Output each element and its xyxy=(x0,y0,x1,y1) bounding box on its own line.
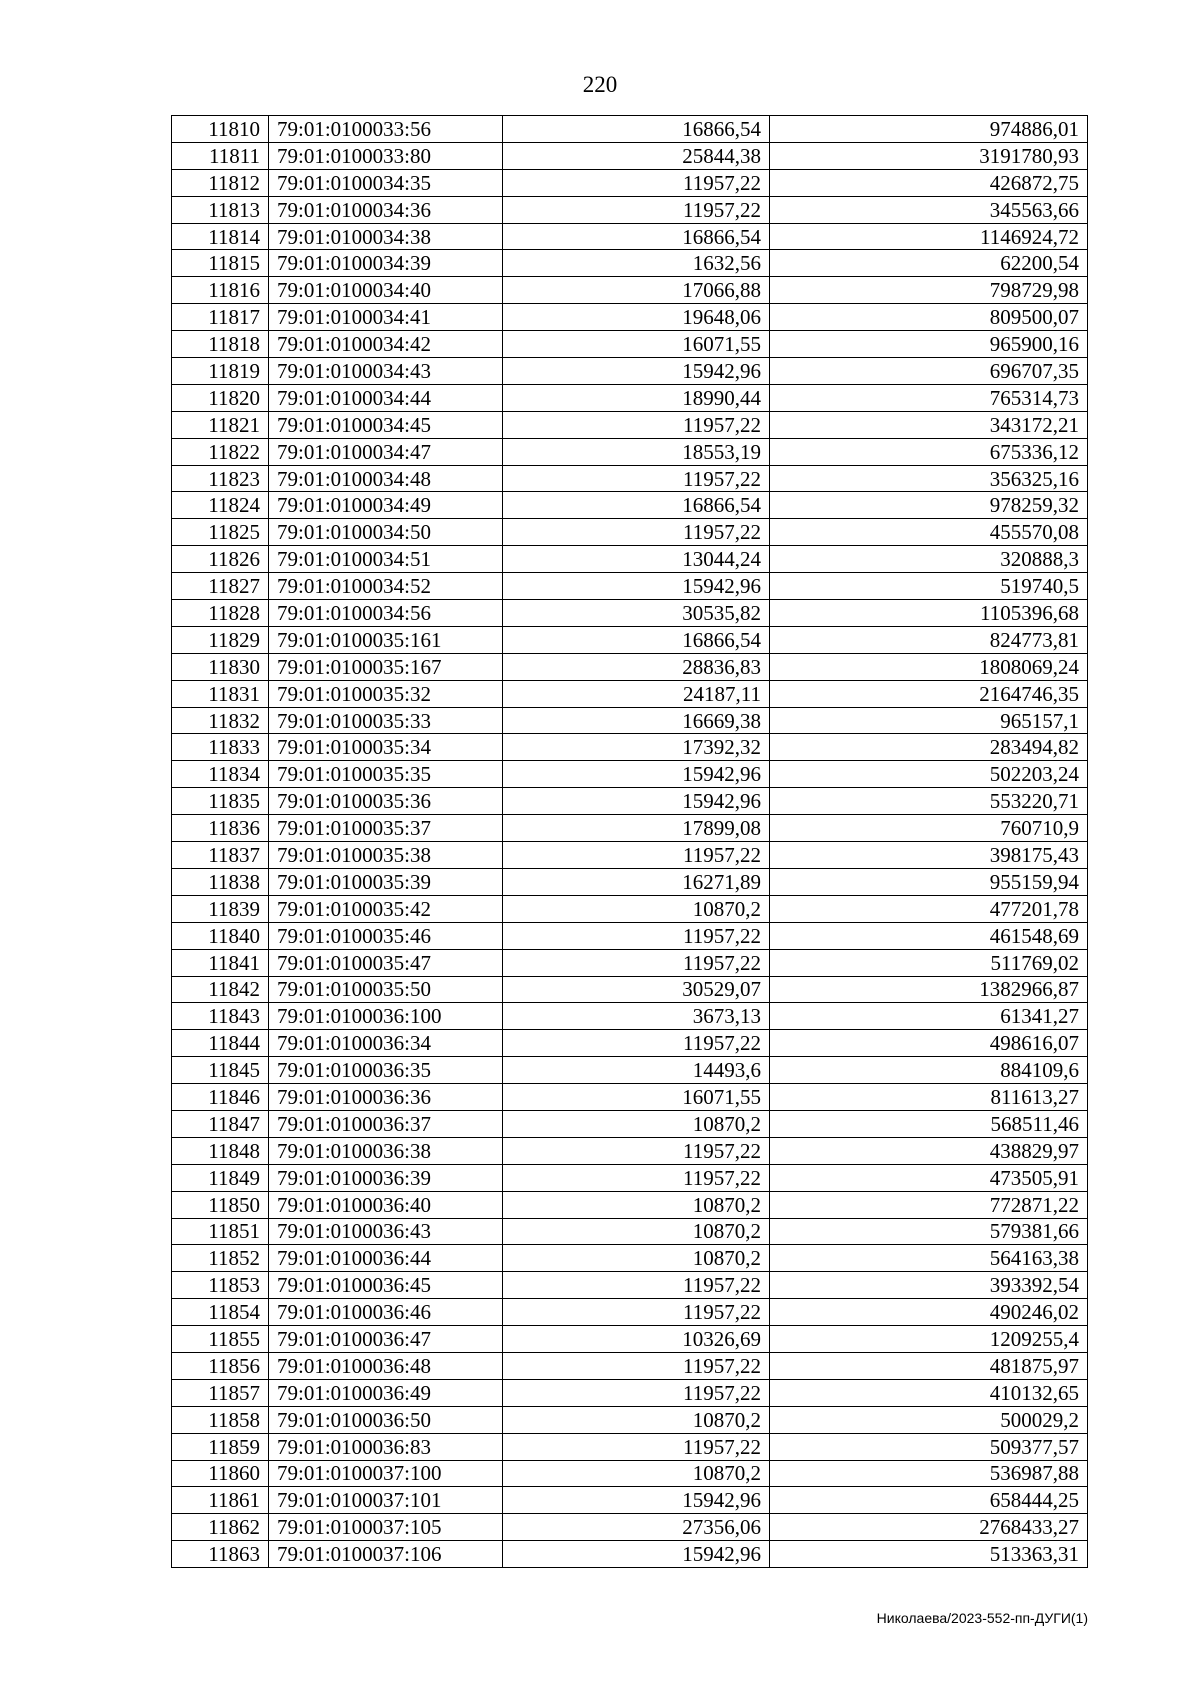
cadastral-number-cell: 79:01:0100033:56 xyxy=(269,116,503,143)
row-number-cell: 11841 xyxy=(172,949,269,976)
cadastral-number-cell: 79:01:0100036:47 xyxy=(269,1326,503,1353)
table-row xyxy=(172,223,1088,250)
value-cell: 461548,69 xyxy=(770,922,1088,949)
value-cell: 955159,94 xyxy=(770,868,1088,895)
value-cell: 398175,43 xyxy=(770,842,1088,869)
area-cell: 10870,2 xyxy=(503,1110,770,1137)
value-cell: 553220,71 xyxy=(770,788,1088,815)
cadastral-number-cell: 79:01:0100034:43 xyxy=(269,358,503,385)
cadastral-number-cell: 79:01:0100034:44 xyxy=(269,384,503,411)
row-number-cell: 11832 xyxy=(172,707,269,734)
row-number-cell: 11849 xyxy=(172,1164,269,1191)
cadastral-number-cell: 79:01:0100034:56 xyxy=(269,600,503,627)
row-number-cell: 11823 xyxy=(172,465,269,492)
value-cell: 974886,01 xyxy=(770,116,1088,143)
row-number-cell: 11844 xyxy=(172,1030,269,1057)
area-cell: 11957,22 xyxy=(503,465,770,492)
area-cell: 11957,22 xyxy=(503,842,770,869)
area-cell: 16669,38 xyxy=(503,707,770,734)
row-number-cell: 11818 xyxy=(172,331,269,358)
table-row xyxy=(172,734,1088,761)
value-cell: 509377,57 xyxy=(770,1433,1088,1460)
row-number-cell: 11821 xyxy=(172,411,269,438)
area-cell: 13044,24 xyxy=(503,546,770,573)
value-cell: 765314,73 xyxy=(770,384,1088,411)
row-number-cell: 11830 xyxy=(172,653,269,680)
table-row xyxy=(172,922,1088,949)
area-cell: 17392,32 xyxy=(503,734,770,761)
area-cell: 16071,55 xyxy=(503,331,770,358)
cadastral-number-cell: 79:01:0100034:40 xyxy=(269,277,503,304)
table-row xyxy=(172,976,1088,1003)
value-cell: 824773,81 xyxy=(770,626,1088,653)
table-row xyxy=(172,116,1088,143)
value-cell: 1808069,24 xyxy=(770,653,1088,680)
row-number-cell: 11854 xyxy=(172,1299,269,1326)
value-cell: 579381,66 xyxy=(770,1218,1088,1245)
row-number-cell: 11810 xyxy=(172,116,269,143)
row-number-cell: 11829 xyxy=(172,626,269,653)
value-cell: 1382966,87 xyxy=(770,976,1088,1003)
area-cell: 11957,22 xyxy=(503,1272,770,1299)
cadastral-number-cell: 79:01:0100035:42 xyxy=(269,895,503,922)
cadastral-number-cell: 79:01:0100036:34 xyxy=(269,1030,503,1057)
table-row xyxy=(172,842,1088,869)
table-row xyxy=(172,1326,1088,1353)
area-cell: 15942,96 xyxy=(503,358,770,385)
area-cell: 11957,22 xyxy=(503,1299,770,1326)
value-cell: 568511,46 xyxy=(770,1110,1088,1137)
area-cell: 27356,06 xyxy=(503,1514,770,1541)
value-cell: 564163,38 xyxy=(770,1245,1088,1272)
value-cell: 798729,98 xyxy=(770,277,1088,304)
cadastral-number-cell: 79:01:0100034:35 xyxy=(269,169,503,196)
area-cell: 11957,22 xyxy=(503,1164,770,1191)
table-row xyxy=(172,1406,1088,1433)
value-cell: 965900,16 xyxy=(770,331,1088,358)
area-cell: 11957,22 xyxy=(503,949,770,976)
cadastral-number-cell: 79:01:0100037:101 xyxy=(269,1487,503,1514)
row-number-cell: 11822 xyxy=(172,438,269,465)
value-cell: 61341,27 xyxy=(770,1003,1088,1030)
table-row xyxy=(172,492,1088,519)
table-row xyxy=(172,1272,1088,1299)
value-cell: 283494,82 xyxy=(770,734,1088,761)
row-number-cell: 11831 xyxy=(172,680,269,707)
cadastral-number-cell: 79:01:0100036:40 xyxy=(269,1191,503,1218)
row-number-cell: 11852 xyxy=(172,1245,269,1272)
cadastral-number-cell: 79:01:0100034:39 xyxy=(269,250,503,277)
value-cell: 978259,32 xyxy=(770,492,1088,519)
row-number-cell: 11851 xyxy=(172,1218,269,1245)
area-cell: 16866,54 xyxy=(503,626,770,653)
area-cell: 17066,88 xyxy=(503,277,770,304)
table-row xyxy=(172,1110,1088,1137)
cadastral-number-cell: 79:01:0100034:45 xyxy=(269,411,503,438)
row-number-cell: 11845 xyxy=(172,1057,269,1084)
table-row xyxy=(172,1541,1088,1568)
table-row xyxy=(172,169,1088,196)
row-number-cell: 11811 xyxy=(172,142,269,169)
value-cell: 513363,31 xyxy=(770,1541,1088,1568)
area-cell: 16866,54 xyxy=(503,492,770,519)
value-cell: 1146924,72 xyxy=(770,223,1088,250)
area-cell: 10870,2 xyxy=(503,1191,770,1218)
table-row xyxy=(172,546,1088,573)
row-number-cell: 11850 xyxy=(172,1191,269,1218)
area-cell: 11957,22 xyxy=(503,1433,770,1460)
area-cell: 11957,22 xyxy=(503,1137,770,1164)
value-cell: 393392,54 xyxy=(770,1272,1088,1299)
cadastral-number-cell: 79:01:0100034:38 xyxy=(269,223,503,250)
cadastral-number-cell: 79:01:0100037:105 xyxy=(269,1514,503,1541)
row-number-cell: 11825 xyxy=(172,519,269,546)
cadastral-number-cell: 79:01:0100034:49 xyxy=(269,492,503,519)
cadastral-number-cell: 79:01:0100036:100 xyxy=(269,1003,503,1030)
value-cell: 511769,02 xyxy=(770,949,1088,976)
value-cell: 519740,5 xyxy=(770,573,1088,600)
value-cell: 345563,66 xyxy=(770,196,1088,223)
table-row xyxy=(172,1084,1088,1111)
row-number-cell: 11862 xyxy=(172,1514,269,1541)
cadastral-number-cell: 79:01:0100035:50 xyxy=(269,976,503,1003)
table-row xyxy=(172,1460,1088,1487)
cadastral-number-cell: 79:01:0100034:50 xyxy=(269,519,503,546)
data-table xyxy=(171,115,1088,1568)
value-cell: 536987,88 xyxy=(770,1460,1088,1487)
value-cell: 2164746,35 xyxy=(770,680,1088,707)
value-cell: 410132,65 xyxy=(770,1379,1088,1406)
area-cell: 11957,22 xyxy=(503,922,770,949)
table-row xyxy=(172,949,1088,976)
row-number-cell: 11812 xyxy=(172,169,269,196)
value-cell: 438829,97 xyxy=(770,1137,1088,1164)
row-number-cell: 11860 xyxy=(172,1460,269,1487)
value-cell: 473505,91 xyxy=(770,1164,1088,1191)
value-cell: 760710,9 xyxy=(770,815,1088,842)
table-row xyxy=(172,626,1088,653)
area-cell: 15942,96 xyxy=(503,573,770,600)
table-row xyxy=(172,680,1088,707)
table-row xyxy=(172,358,1088,385)
table-row xyxy=(172,815,1088,842)
value-cell: 1209255,4 xyxy=(770,1326,1088,1353)
table-row xyxy=(172,465,1088,492)
area-cell: 11957,22 xyxy=(503,196,770,223)
area-cell: 15942,96 xyxy=(503,1487,770,1514)
area-cell: 11957,22 xyxy=(503,1352,770,1379)
value-cell: 481875,97 xyxy=(770,1352,1088,1379)
area-cell: 18553,19 xyxy=(503,438,770,465)
area-cell: 10870,2 xyxy=(503,1406,770,1433)
area-cell: 10326,69 xyxy=(503,1326,770,1353)
row-number-cell: 11859 xyxy=(172,1433,269,1460)
cadastral-number-cell: 79:01:0100036:38 xyxy=(269,1137,503,1164)
cadastral-number-cell: 79:01:0100035:35 xyxy=(269,761,503,788)
area-cell: 14493,6 xyxy=(503,1057,770,1084)
cadastral-number-cell: 79:01:0100037:106 xyxy=(269,1541,503,1568)
row-number-cell: 11815 xyxy=(172,250,269,277)
value-cell: 320888,3 xyxy=(770,546,1088,573)
row-number-cell: 11833 xyxy=(172,734,269,761)
row-number-cell: 11817 xyxy=(172,304,269,331)
cadastral-number-cell: 79:01:0100035:47 xyxy=(269,949,503,976)
area-cell: 3673,13 xyxy=(503,1003,770,1030)
row-number-cell: 11813 xyxy=(172,196,269,223)
row-number-cell: 11826 xyxy=(172,546,269,573)
table-row xyxy=(172,250,1088,277)
area-cell: 25844,38 xyxy=(503,142,770,169)
value-cell: 772871,22 xyxy=(770,1191,1088,1218)
page-number: 220 xyxy=(582,72,618,97)
row-number-cell: 11838 xyxy=(172,868,269,895)
cadastral-number-cell: 79:01:0100035:46 xyxy=(269,922,503,949)
area-cell: 15942,96 xyxy=(503,1541,770,1568)
area-cell: 16866,54 xyxy=(503,116,770,143)
document-footer: Николаева/2023-552-пп-ДУГИ(1) xyxy=(876,1610,1088,1626)
area-cell: 10870,2 xyxy=(503,1460,770,1487)
cadastral-number-cell: 79:01:0100036:36 xyxy=(269,1084,503,1111)
cadastral-number-cell: 79:01:0100035:33 xyxy=(269,707,503,734)
row-number-cell: 11840 xyxy=(172,922,269,949)
table-row xyxy=(172,868,1088,895)
area-cell: 11957,22 xyxy=(503,1379,770,1406)
area-cell: 1632,56 xyxy=(503,250,770,277)
table-row xyxy=(172,1487,1088,1514)
value-cell: 3191780,93 xyxy=(770,142,1088,169)
cadastral-number-cell: 79:01:0100034:52 xyxy=(269,573,503,600)
table-row xyxy=(172,1379,1088,1406)
cadastral-number-cell: 79:01:0100034:41 xyxy=(269,304,503,331)
area-cell: 16866,54 xyxy=(503,223,770,250)
value-cell: 343172,21 xyxy=(770,411,1088,438)
table-row xyxy=(172,1299,1088,1326)
area-cell: 10870,2 xyxy=(503,1245,770,1272)
row-number-cell: 11842 xyxy=(172,976,269,1003)
table-row xyxy=(172,1030,1088,1057)
value-cell: 356325,16 xyxy=(770,465,1088,492)
table-row xyxy=(172,277,1088,304)
row-number-cell: 11827 xyxy=(172,573,269,600)
cadastral-number-cell: 79:01:0100036:50 xyxy=(269,1406,503,1433)
table-row xyxy=(172,1514,1088,1541)
table-row xyxy=(172,331,1088,358)
cadastral-number-cell: 79:01:0100036:39 xyxy=(269,1164,503,1191)
row-number-cell: 11820 xyxy=(172,384,269,411)
value-cell: 696707,35 xyxy=(770,358,1088,385)
area-cell: 11957,22 xyxy=(503,1030,770,1057)
row-number-cell: 11856 xyxy=(172,1352,269,1379)
cadastral-number-cell: 79:01:0100036:44 xyxy=(269,1245,503,1272)
cadastral-number-cell: 79:01:0100033:80 xyxy=(269,142,503,169)
value-cell: 811613,27 xyxy=(770,1084,1088,1111)
row-number-cell: 11824 xyxy=(172,492,269,519)
value-cell: 500029,2 xyxy=(770,1406,1088,1433)
value-cell: 1105396,68 xyxy=(770,600,1088,627)
row-number-cell: 11861 xyxy=(172,1487,269,1514)
area-cell: 28836,83 xyxy=(503,653,770,680)
table-row xyxy=(172,1057,1088,1084)
row-number-cell: 11839 xyxy=(172,895,269,922)
area-cell: 11957,22 xyxy=(503,169,770,196)
row-number-cell: 11828 xyxy=(172,600,269,627)
cadastral-number-cell: 79:01:0100036:48 xyxy=(269,1352,503,1379)
row-number-cell: 11847 xyxy=(172,1110,269,1137)
area-cell: 17899,08 xyxy=(503,815,770,842)
row-number-cell: 11848 xyxy=(172,1137,269,1164)
cadastral-number-cell: 79:01:0100034:42 xyxy=(269,331,503,358)
area-cell: 16271,89 xyxy=(503,868,770,895)
row-number-cell: 11816 xyxy=(172,277,269,304)
cadastral-number-cell: 79:01:0100036:49 xyxy=(269,1379,503,1406)
table-row xyxy=(172,1218,1088,1245)
row-number-cell: 11814 xyxy=(172,223,269,250)
row-number-cell: 11837 xyxy=(172,842,269,869)
table-row xyxy=(172,1137,1088,1164)
cadastral-number-cell: 79:01:0100034:48 xyxy=(269,465,503,492)
area-cell: 10870,2 xyxy=(503,895,770,922)
value-cell: 62200,54 xyxy=(770,250,1088,277)
row-number-cell: 11834 xyxy=(172,761,269,788)
cadastral-number-cell: 79:01:0100034:36 xyxy=(269,196,503,223)
area-cell: 30529,07 xyxy=(503,976,770,1003)
cadastral-number-cell: 79:01:0100036:45 xyxy=(269,1272,503,1299)
cadastral-number-cell: 79:01:0100036:37 xyxy=(269,1110,503,1137)
row-number-cell: 11836 xyxy=(172,815,269,842)
value-cell: 502203,24 xyxy=(770,761,1088,788)
cadastral-number-cell: 79:01:0100037:100 xyxy=(269,1460,503,1487)
cadastral-number-cell: 79:01:0100035:39 xyxy=(269,868,503,895)
row-number-cell: 11843 xyxy=(172,1003,269,1030)
row-number-cell: 11855 xyxy=(172,1326,269,1353)
table-row xyxy=(172,411,1088,438)
value-cell: 477201,78 xyxy=(770,895,1088,922)
table-row xyxy=(172,707,1088,734)
value-cell: 490246,02 xyxy=(770,1299,1088,1326)
table-row xyxy=(172,1245,1088,1272)
row-number-cell: 11819 xyxy=(172,358,269,385)
value-cell: 498616,07 xyxy=(770,1030,1088,1057)
area-cell: 16071,55 xyxy=(503,1084,770,1111)
table-row xyxy=(172,1003,1088,1030)
row-number-cell: 11857 xyxy=(172,1379,269,1406)
cadastral-number-cell: 79:01:0100035:36 xyxy=(269,788,503,815)
area-cell: 18990,44 xyxy=(503,384,770,411)
value-cell: 658444,25 xyxy=(770,1487,1088,1514)
row-number-cell: 11846 xyxy=(172,1084,269,1111)
cadastral-number-cell: 79:01:0100035:167 xyxy=(269,653,503,680)
area-cell: 30535,82 xyxy=(503,600,770,627)
value-cell: 426872,75 xyxy=(770,169,1088,196)
value-cell: 455570,08 xyxy=(770,519,1088,546)
cadastral-number-cell: 79:01:0100035:37 xyxy=(269,815,503,842)
cadastral-number-cell: 79:01:0100035:161 xyxy=(269,626,503,653)
area-cell: 15942,96 xyxy=(503,761,770,788)
cadastral-number-cell: 79:01:0100036:83 xyxy=(269,1433,503,1460)
table-row xyxy=(172,196,1088,223)
cadastral-number-cell: 79:01:0100035:38 xyxy=(269,842,503,869)
area-cell: 24187,11 xyxy=(503,680,770,707)
table-row xyxy=(172,384,1088,411)
table-row xyxy=(172,1164,1088,1191)
table-body xyxy=(172,116,1088,1568)
table-row xyxy=(172,142,1088,169)
value-cell: 675336,12 xyxy=(770,438,1088,465)
area-cell: 10870,2 xyxy=(503,1218,770,1245)
area-cell: 11957,22 xyxy=(503,519,770,546)
value-cell: 2768433,27 xyxy=(770,1514,1088,1541)
table-row xyxy=(172,600,1088,627)
cadastral-number-cell: 79:01:0100036:46 xyxy=(269,1299,503,1326)
table-row xyxy=(172,761,1088,788)
row-number-cell: 11858 xyxy=(172,1406,269,1433)
table-row xyxy=(172,1433,1088,1460)
table-row xyxy=(172,304,1088,331)
area-cell: 11957,22 xyxy=(503,411,770,438)
cadastral-number-cell: 79:01:0100035:32 xyxy=(269,680,503,707)
area-cell: 15942,96 xyxy=(503,788,770,815)
row-number-cell: 11863 xyxy=(172,1541,269,1568)
table-row xyxy=(172,653,1088,680)
row-number-cell: 11835 xyxy=(172,788,269,815)
table-row xyxy=(172,1191,1088,1218)
cadastral-number-cell: 79:01:0100035:34 xyxy=(269,734,503,761)
cadastral-number-cell: 79:01:0100034:47 xyxy=(269,438,503,465)
cadastral-number-cell: 79:01:0100034:51 xyxy=(269,546,503,573)
area-cell: 19648,06 xyxy=(503,304,770,331)
cadastral-number-cell: 79:01:0100036:35 xyxy=(269,1057,503,1084)
table-row xyxy=(172,1352,1088,1379)
table-row xyxy=(172,573,1088,600)
table-row xyxy=(172,519,1088,546)
value-cell: 965157,1 xyxy=(770,707,1088,734)
row-number-cell: 11853 xyxy=(172,1272,269,1299)
table-row xyxy=(172,438,1088,465)
table-row xyxy=(172,788,1088,815)
cadastral-number-cell: 79:01:0100036:43 xyxy=(269,1218,503,1245)
table-row xyxy=(172,895,1088,922)
value-cell: 809500,07 xyxy=(770,304,1088,331)
value-cell: 884109,6 xyxy=(770,1057,1088,1084)
